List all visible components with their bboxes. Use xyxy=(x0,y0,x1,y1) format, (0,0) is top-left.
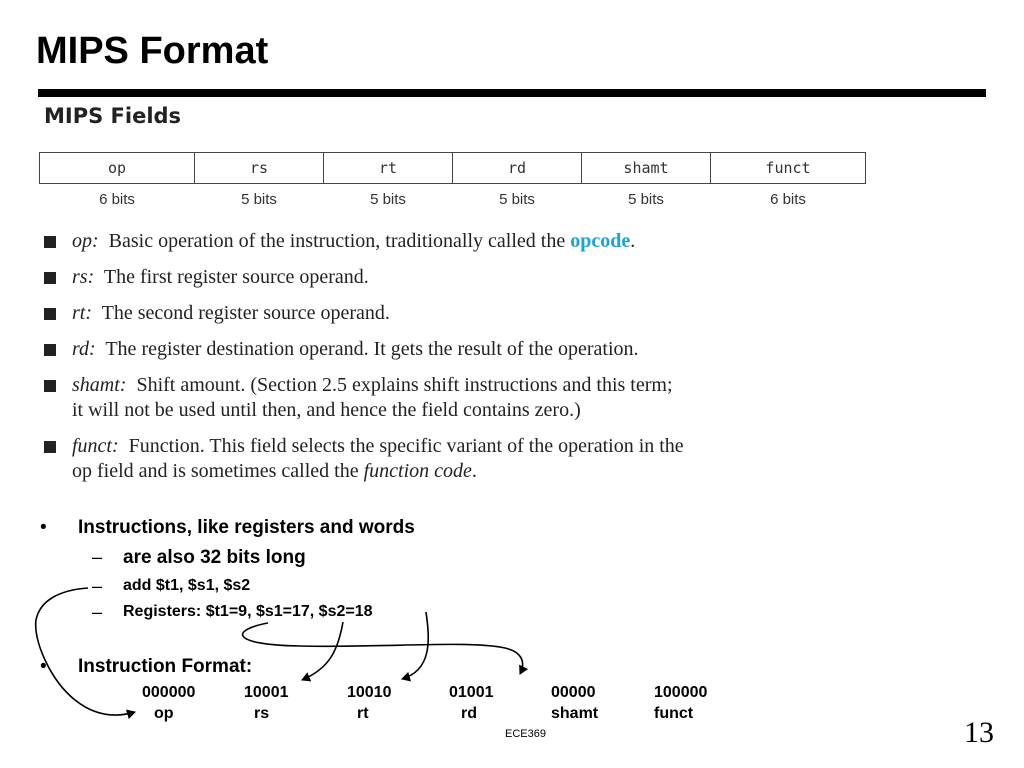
definition-text: The second register source operand. xyxy=(101,302,390,324)
definition-term: op: xyxy=(72,230,99,252)
arrow-add-to-op xyxy=(36,588,135,715)
bullet-icon: • xyxy=(40,517,47,538)
square-bullet-icon xyxy=(44,380,56,392)
arrow-s1-to-rs xyxy=(302,622,343,680)
field-table xyxy=(39,152,866,214)
definition-punct: . xyxy=(630,230,636,252)
sub-bullet-registers: Registers: $t1=9, $s1=17, $s2=18 xyxy=(123,603,373,620)
field-bits-cell: 6 bits xyxy=(99,190,135,208)
field-bits-cell: 6 bits xyxy=(770,190,806,208)
binary-op: 000000 xyxy=(142,684,196,701)
label-op: op xyxy=(154,705,174,722)
square-bullet-icon xyxy=(44,308,56,320)
binary-rd: 01001 xyxy=(449,684,494,701)
definition-text: Basic operation of the instruction, traditionally called the xyxy=(108,230,571,252)
binary-shamt: 00000 xyxy=(551,684,596,701)
definition-text: The first register source operand. xyxy=(103,266,369,288)
opcode-highlight: opcode xyxy=(570,230,631,252)
dash-icon: – xyxy=(92,547,103,567)
label-rd: rd xyxy=(461,705,477,722)
page-number: 13 xyxy=(964,716,994,749)
definition-text: The register destination operand. It gets the result of the operation. xyxy=(105,338,639,360)
dash-icon: – xyxy=(92,602,103,622)
square-bullet-icon xyxy=(44,344,56,356)
square-bullet-icon xyxy=(44,272,56,284)
definition-text-line2: it will not be used until then, and hence the field contains zero.) xyxy=(72,399,581,421)
field-bits-cell: 5 bits xyxy=(370,190,406,208)
field-name-cell: op xyxy=(40,153,195,184)
sub-bullet-add: add $t1, $s1, $s2 xyxy=(123,577,251,594)
field-bits-row xyxy=(40,184,866,215)
function-code-italic: function code xyxy=(363,460,472,482)
binary-funct: 100000 xyxy=(654,684,708,701)
title-divider xyxy=(38,89,986,97)
bullet-instructions: Instructions, like registers and words xyxy=(78,517,415,538)
label-shamt: shamt xyxy=(551,705,599,722)
bullet-instruction-format: Instruction Format: xyxy=(78,656,253,677)
definition-term: shamt: xyxy=(72,374,127,396)
footer-course: ECE369 xyxy=(505,728,546,740)
definition-term: funct: xyxy=(72,435,119,457)
field-bits-cell: 5 bits xyxy=(241,190,277,208)
binary-rs: 10001 xyxy=(244,684,289,701)
definition-term: rd: xyxy=(72,338,96,360)
definition-punct: . xyxy=(471,460,477,482)
label-rs: rs xyxy=(254,705,270,722)
field-name-cell: rs xyxy=(195,153,324,184)
field-bits-cell: 5 bits xyxy=(499,190,535,208)
slide-title: MIPS Format xyxy=(36,30,269,72)
square-bullet-icon xyxy=(44,236,56,248)
square-bullet-icon xyxy=(44,441,56,453)
field-name-row xyxy=(40,153,866,184)
label-rt: rt xyxy=(357,705,369,722)
definition-text: Function. This field selects the specific variant of the operation in the xyxy=(128,435,684,457)
fields-heading: MIPS Fields xyxy=(44,104,182,128)
dash-icon: – xyxy=(92,576,103,596)
sub-bullet-32-bits: are also 32 bits long xyxy=(123,547,306,568)
field-name-cell: shamt xyxy=(582,153,711,184)
definition-term: rt: xyxy=(72,302,92,324)
binary-rt: 10010 xyxy=(347,684,392,701)
field-bits-cell: 5 bits xyxy=(628,190,664,208)
field-name-cell: rt xyxy=(324,153,453,184)
arrow-t1-to-rd xyxy=(243,623,523,674)
field-name-cell: funct xyxy=(711,153,866,184)
bullet-icon: • xyxy=(40,656,47,677)
field-name-cell: rd xyxy=(453,153,582,184)
definition-text-line2: op field and is sometimes called the xyxy=(72,460,364,482)
label-funct: funct xyxy=(654,705,694,722)
definition-term: rs: xyxy=(72,266,95,288)
definition-text: Shift amount. (Section 2.5 explains shift instructions and this term; xyxy=(136,374,673,396)
arrow-s2-to-rt xyxy=(402,612,428,679)
